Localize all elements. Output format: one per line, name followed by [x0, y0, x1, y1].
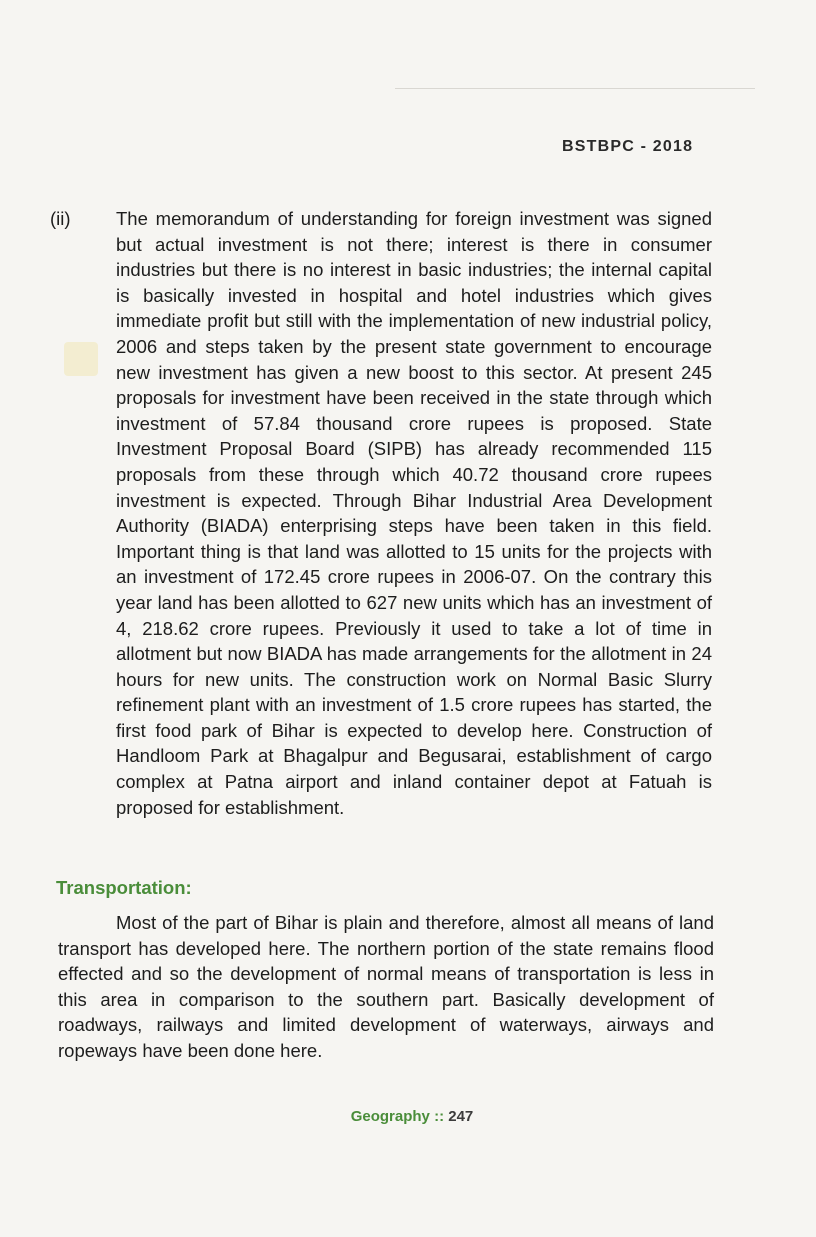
footer-separator: ::: [429, 1108, 449, 1125]
header-code: BSTBPC - 2018: [562, 138, 694, 155]
section-paragraph: Most of the part of Bihar is plain and therefore, almost all means of land transport has developed here. The northern portion of the state remains flood effected and so the development of normal means of transportation is less in this area in comparison to the southern part. Basically development of roadways, railways and limited development of waterways, airways and ropeways have been done here.: [58, 912, 714, 1061]
highlight-smudge: [64, 342, 98, 376]
item-paragraph: The memorandum of understanding for foreign investment was signed but actual investment is not there; interest is there in consumer industries but there is no interest in basic industries; the internal capital is basically invested in hospital and hotel industries which gives immediate profit but still with the implementation of new industrial policy, 2006 and steps taken by the present state government to encourage new investment has given a new boost to this sector. At present 245 proposals for investment have been received in the state through which investment of 57.84 thousand crore rupees is proposed. State Investment Proposal Board (SIPB) has already recommended 115 proposals from these through which 40.72 thousand crore rupees investment is expected. Through Bihar Industrial Area Development Authority (BIADA) enterprising steps have been taken in this field. Important thing is that land was allotted to 15 units for the projects with an investment of 172.45 crore rupees in 2006-07. On the contrary this year land has been allotted to 627 new units which has an investment of 4, 218.62 crore rupees. Previously it used to take a lot of time in allotment but now BIADA has made arrangements for the allotment in 24 hours for new units. The construction work on Normal Basic Slurry refinement plant with an investment of 1.5 crore rupees has started, the first food park of Bihar is expected to develop here. Construction of Handloom Park at Bhagalpur and Begusarai, establishment of cargo complex at Patna airport and inland container depot at Fatuah is proposed for establishment.: [116, 208, 712, 818]
footer-subject: Geography: [350, 1108, 430, 1125]
page-number: 247: [448, 1108, 474, 1125]
section-heading: Transportation:: [56, 877, 192, 898]
item-marker: (ii): [50, 208, 71, 229]
page-footer: [0, 1108, 816, 1125]
top-rule: [395, 88, 755, 89]
